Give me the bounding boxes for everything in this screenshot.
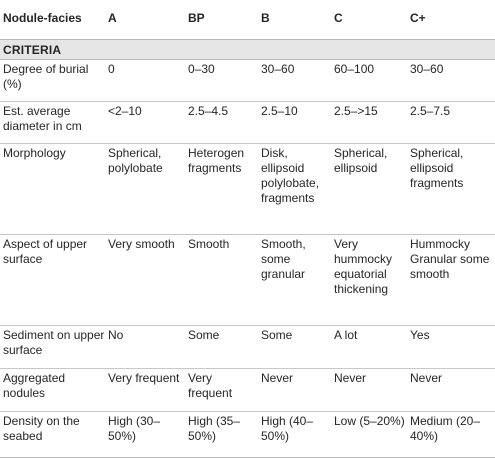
cell-b: Never bbox=[261, 371, 294, 385]
row-label: Aspect of upper surface bbox=[3, 237, 88, 266]
cell-bp: Heterogen fragments bbox=[188, 146, 245, 175]
cell-c: Never bbox=[334, 371, 367, 385]
cell-c-plus: Yes bbox=[410, 328, 430, 342]
cell-bp: 2.5–4.5 bbox=[188, 104, 229, 118]
cell-b: 2.5–10 bbox=[261, 104, 298, 118]
cell-c-plus: 30–60 bbox=[410, 62, 444, 76]
table-row-aspect-upper-surface bbox=[0, 235, 495, 326]
row-label: Degree of burial (%) bbox=[3, 62, 89, 91]
header-facies-c-plus: C+ bbox=[410, 11, 426, 25]
header-facies-a: A bbox=[108, 11, 117, 25]
cell-c-plus: Spherical, ellipsoid fragments bbox=[410, 146, 464, 190]
cell-b: Smooth, some granular bbox=[261, 237, 306, 281]
cell-a: Spherical, polylobate bbox=[108, 146, 163, 175]
table-row-density-seabed bbox=[0, 412, 495, 458]
cell-a: High (30–50%) bbox=[108, 414, 161, 443]
table-row-average-diameter bbox=[0, 102, 495, 144]
cell-bp: Some bbox=[188, 328, 220, 342]
section-criteria: CRITERIA bbox=[0, 40, 495, 60]
cell-c: 2.5–>15 bbox=[334, 104, 378, 118]
header-facies-b: B bbox=[261, 11, 270, 25]
cell-bp: High (35–50%) bbox=[188, 414, 241, 443]
cell-a: <2–10 bbox=[108, 104, 142, 118]
header-facies-c: C bbox=[334, 11, 343, 25]
cell-a: Very smooth bbox=[108, 237, 175, 251]
cell-c-plus: Hummocky Granular some smooth bbox=[410, 237, 490, 281]
cell-c: Very hummocky equatorial thickening bbox=[334, 237, 393, 296]
cell-b: Some bbox=[261, 328, 293, 342]
row-label: Aggregated nodules bbox=[3, 371, 66, 400]
cell-a: 0 bbox=[108, 62, 115, 76]
table-row-degree-of-burial bbox=[0, 60, 495, 102]
cell-a: No bbox=[108, 328, 124, 342]
header-nodule-facies: Nodule-facies bbox=[3, 11, 82, 25]
header-facies-bp: BP bbox=[188, 11, 205, 25]
cell-bp: Very frequent bbox=[188, 371, 233, 400]
cell-c-plus: 2.5–7.5 bbox=[410, 104, 451, 118]
cell-bp: Smooth bbox=[188, 237, 230, 251]
cell-c: Low (5–20%) bbox=[334, 414, 405, 428]
cell-b: High (40–50%) bbox=[261, 414, 314, 443]
row-label: Density on the seabed bbox=[3, 414, 80, 443]
table-row-aggregated-nodules bbox=[0, 369, 495, 412]
cell-b: Disk, ellipsoid polylobate, fragments bbox=[261, 146, 320, 205]
table-row-morphology bbox=[0, 144, 495, 235]
cell-c-plus: Medium (20–40%) bbox=[410, 414, 481, 443]
row-label: Est. average diameter in cm bbox=[3, 104, 82, 133]
cell-c: A lot bbox=[334, 328, 358, 342]
cell-b: 30–60 bbox=[261, 62, 295, 76]
cell-bp: 0–30 bbox=[188, 62, 215, 76]
cell-c: 60–100 bbox=[334, 62, 375, 76]
cell-c-plus: Never bbox=[410, 371, 443, 385]
row-label: Morphology bbox=[3, 146, 66, 160]
row-label: Sediment on upper surface bbox=[3, 328, 105, 357]
table-header-row bbox=[0, 0, 495, 40]
cell-c: Spherical, ellipsoid bbox=[334, 146, 388, 175]
cell-a: Very frequent bbox=[108, 371, 180, 385]
table-row-sediment-upper-surface bbox=[0, 326, 495, 369]
